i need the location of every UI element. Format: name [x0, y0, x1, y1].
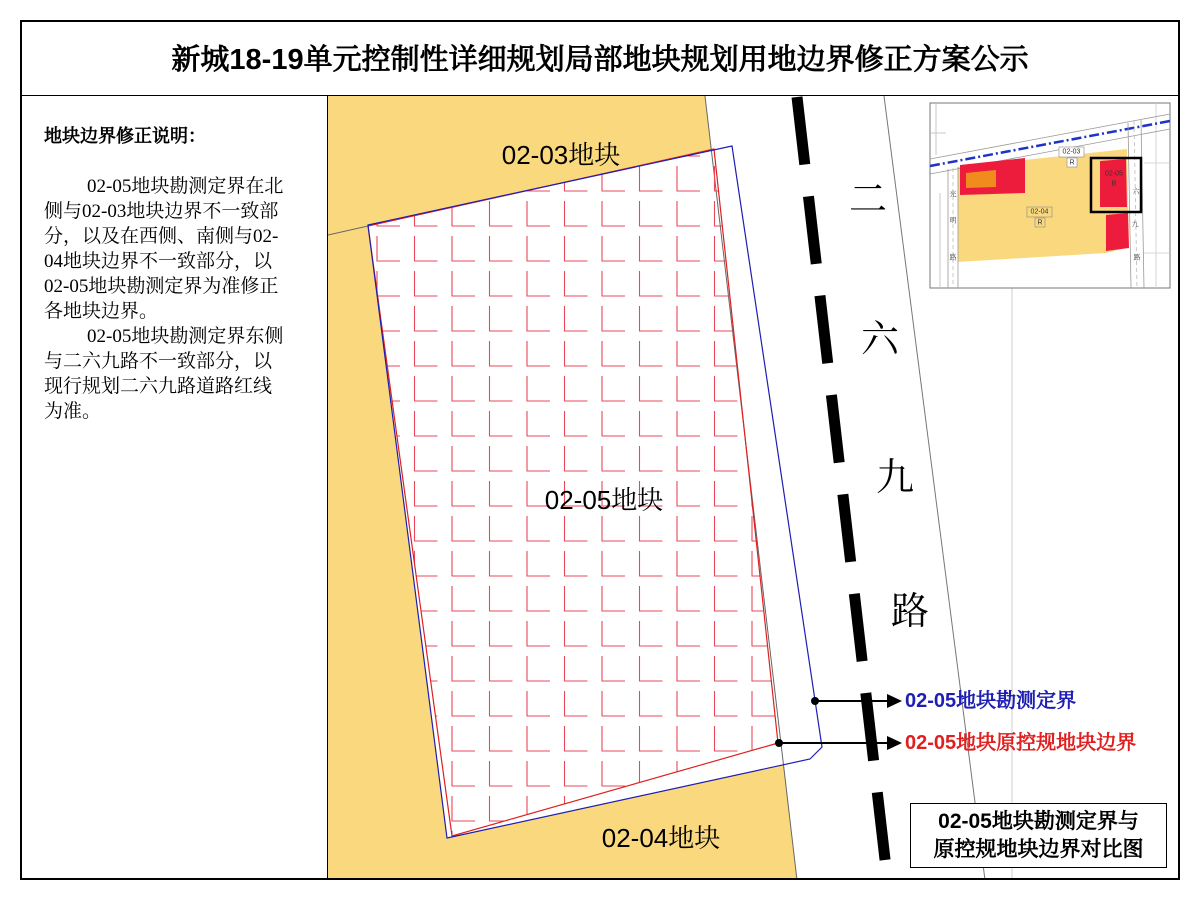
notes-panel — [20, 96, 328, 880]
page-title: 新城18-19单元控制性详细规划局部地块规划用地边界修正方案公示 — [171, 44, 1029, 76]
inset-road-char: 明 — [949, 217, 957, 225]
road-name-char: 二 — [848, 179, 888, 221]
notes-line: 与二六九路不一致部分，以 — [44, 351, 273, 372]
title-bar — [20, 20, 1180, 96]
notes-line: 侧与02-03地块边界不一致部 — [44, 201, 279, 222]
inset-locator-map — [930, 103, 1170, 288]
notes-line: 分，以及在西侧、南侧与02- — [44, 226, 279, 247]
inset-parcel-code: 02-03 — [1062, 148, 1081, 156]
inset-road-char: 六 — [1132, 188, 1140, 196]
map-caption-line: 02-05地块勘测定界与 — [938, 810, 1139, 833]
notes-line: 02-05地块勘测定界为准修正 — [44, 276, 279, 297]
notes-line: 为准。 — [44, 401, 102, 422]
inset-parcel-use: R — [1069, 159, 1075, 167]
parcel-0205-label: 02-05地块 — [544, 485, 664, 515]
parcel-0203-label: 02-03地块 — [501, 140, 621, 170]
inset-parcel-use: B — [1111, 180, 1117, 188]
notes-line: 各地块边界。 — [44, 301, 159, 322]
site-map — [328, 96, 1180, 880]
notes-line: 现行规划二六九路道路红线 — [44, 376, 273, 397]
inset-road-char: 九 — [1131, 221, 1139, 229]
legend-survey-label: 02-05地块勘测定界 — [905, 690, 1077, 712]
inset-orange-block — [966, 170, 996, 188]
road-name-char: 九 — [875, 457, 915, 499]
notes-line: 04地块边界不一致部分，以 — [44, 251, 273, 272]
map-caption-box — [910, 803, 1167, 868]
road-name-char: 六 — [860, 319, 900, 361]
map-caption-line: 原控规地块边界对比图 — [933, 838, 1144, 861]
inset-parcel-code: 02-04 — [1030, 208, 1049, 216]
inset-road-char: 路 — [949, 254, 957, 262]
inset-road-char: 路 — [1133, 254, 1141, 262]
inset-road-char: 光 — [949, 191, 957, 199]
notes-body — [44, 174, 324, 424]
inset-parcel-use: R — [1037, 219, 1043, 227]
notes-line: 02-05地块勘测定界东侧 — [87, 326, 284, 347]
road-name-char: 路 — [890, 591, 930, 633]
notes-line: 02-05地块勘测定界在北 — [87, 176, 284, 197]
legend-original-label: 02-05地块原控规地块边界 — [905, 732, 1137, 754]
parcel-0204-label: 02-04地块 — [601, 823, 721, 853]
inset-parcel-code: 02-05 — [1105, 170, 1123, 178]
notes-heading: 地块边界修正说明： — [44, 126, 206, 146]
inset-red-block — [1106, 213, 1129, 251]
